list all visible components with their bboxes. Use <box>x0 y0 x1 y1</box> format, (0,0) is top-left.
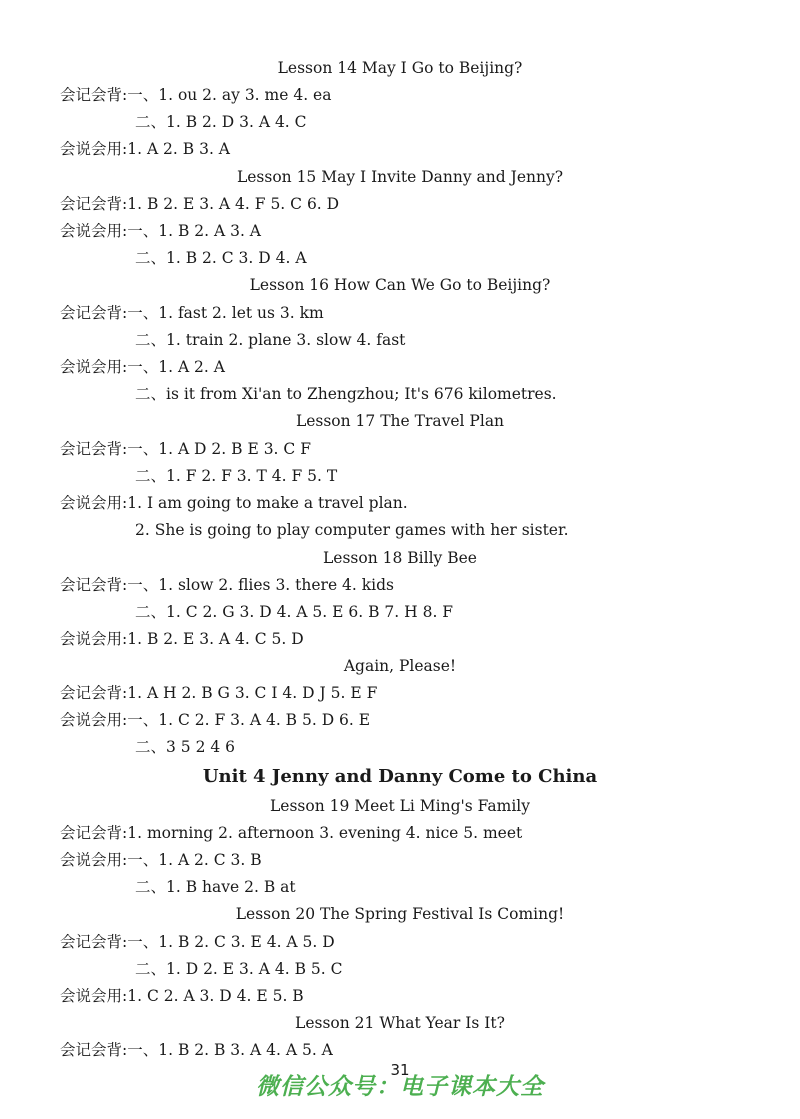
lesson-14-speak: 会说会用:1. A 2. B 3. A <box>60 140 231 158</box>
lesson-16-recite-2: 二、1. train 2. plane 3. slow 4. fast <box>135 331 406 349</box>
lesson-19-recite: 会记会背:1. morning 2. afternoon 3. evening 4. nice 5. meet <box>60 824 523 842</box>
lesson-16-speak-1: 会说会用:一、1. A 2. A <box>60 358 225 376</box>
lesson-18-speak: 会说会用:1. B 2. E 3. A 4. C 5. D <box>60 630 304 648</box>
lesson-16-recite-1: 会记会背:一、1. fast 2. let us 3. km <box>60 304 324 322</box>
lesson-17-recite-2: 二、1. F 2. F 3. T 4. F 5. T <box>135 467 338 485</box>
lesson-19-title: Lesson 19 Meet Li Ming's Family <box>269 797 530 815</box>
lesson-17-speak-2: 2. She is going to play computer games with her sister. <box>135 521 569 539</box>
again-please-title: Again, Please! <box>343 657 457 675</box>
lesson-16-title: Lesson 16 How Can We Go to Beijing? <box>249 276 551 294</box>
lesson-15-speak-2: 二、1. B 2. C 3. D 4. A <box>135 249 307 267</box>
lesson-20-recite-1: 会记会背:一、1. B 2. C 3. E 4. A 5. D <box>60 933 335 951</box>
lesson-15-title: Lesson 15 May I Invite Danny and Jenny? <box>236 168 564 186</box>
again-speak-1: 会说会用:一、1. C 2. F 3. A 4. B 5. D 6. E <box>60 711 371 729</box>
lesson-15-speak-1: 会说会用:一、1. B 2. A 3. A <box>60 222 262 240</box>
lesson-14-title: Lesson 14 May I Go to Beijing? <box>277 59 523 77</box>
lesson-21-recite: 会记会背:一、1. B 2. B 3. A 4. A 5. A <box>60 1041 333 1059</box>
lesson-18-title: Lesson 18 Billy Bee <box>323 549 477 567</box>
lesson-21-title: Lesson 21 What Year Is It? <box>295 1014 505 1032</box>
lesson-18-recite-1: 会记会背:一、1. slow 2. flies 3. there 4. kids <box>60 576 394 594</box>
lesson-17-speak-1: 会说会用:1. I am going to make a travel plan. <box>60 494 408 512</box>
lesson-17-recite-1: 会记会背:一、1. A D 2. B E 3. C F <box>60 440 311 458</box>
lesson-19-speak-2: 二、1. B have 2. B at <box>135 878 296 896</box>
lesson-15-recite: 会记会背:1. B 2. E 3. A 4. F 5. C 6. D <box>60 195 340 213</box>
lesson-14-recite-1: 会记会背:一、1. ou 2. ay 3. me 4. ea <box>60 86 332 104</box>
lesson-20-title: Lesson 20 The Spring Festival Is Coming! <box>235 905 565 923</box>
again-speak-2: 二、3 5 2 4 6 <box>135 738 236 756</box>
lesson-17-title: Lesson 17 The Travel Plan <box>295 412 505 430</box>
unit-4-heading: Unit 4 Jenny and Danny Come to China <box>202 766 598 787</box>
lesson-14-recite-2: 二、1. B 2. D 3. A 4. C <box>135 113 307 131</box>
lesson-18-recite-2: 二、1. C 2. G 3. D 4. A 5. E 6. B 7. H 8. F <box>135 603 454 621</box>
lesson-20-recite-2: 二、1. D 2. E 3. A 4. B 5. C <box>135 960 343 978</box>
page-number: 31 <box>390 1061 410 1079</box>
lesson-20-speak: 会说会用:1. C 2. A 3. D 4. E 5. B <box>60 987 304 1005</box>
lesson-19-speak-1: 会说会用:一、1. A 2. C 3. B <box>60 851 262 869</box>
wechat-watermark: 微信公众号：电子课本大全 <box>256 1074 544 1100</box>
lesson-16-speak-2: 二、is it from Xi'an to Zhengzhou; It's 676 kilometres. <box>135 385 557 403</box>
again-recite: 会记会背:1. A H 2. B G 3. C I 4. D J 5. E F <box>60 684 378 702</box>
